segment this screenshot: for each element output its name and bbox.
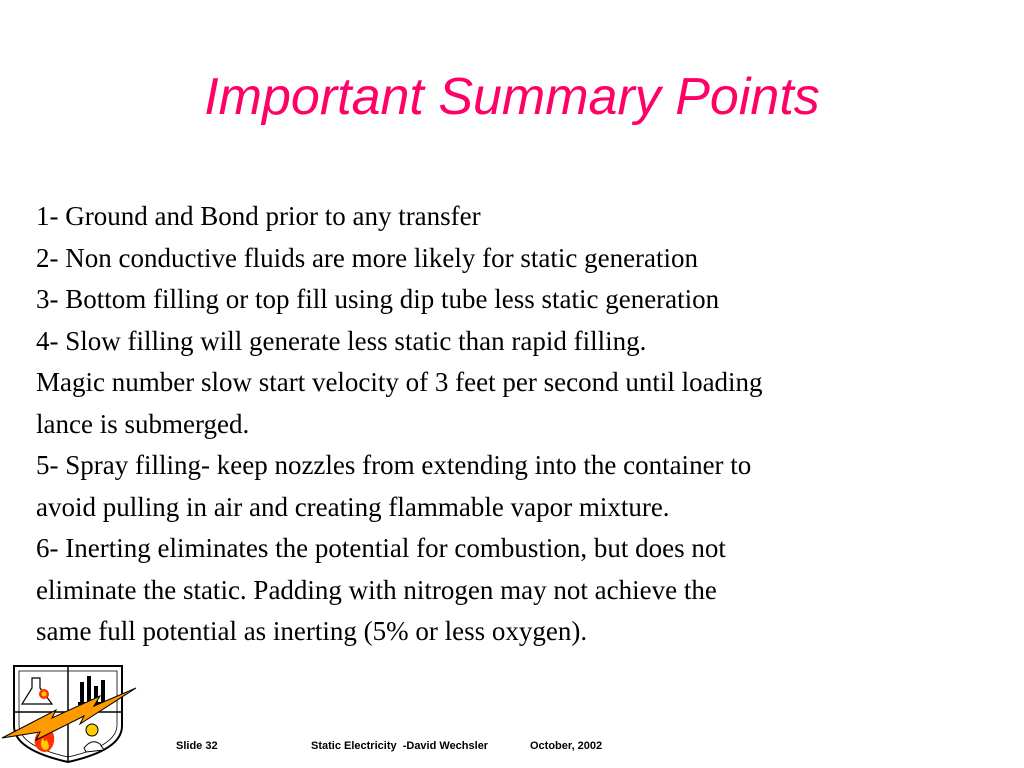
summary-line: same full potential as inerting (5% or less oxygen). (36, 616, 588, 646)
footer-slide-number: Slide 32 (176, 740, 218, 752)
summary-line: 3- Bottom filling or top fill using dip tube less static generation (36, 284, 720, 314)
summary-line: eliminate the static. Padding with nitrogen may not achieve the (36, 574, 717, 605)
slide-title: Important Summary Points (204, 68, 820, 126)
summary-line: 1- Ground and Bond prior to any transfer (36, 201, 481, 231)
footer-date: October, 2002 (530, 740, 603, 752)
summary-line: 6- Inerting eliminates the potential for combustion, but does not (36, 533, 726, 563)
safety-shield-logo-icon (0, 660, 140, 764)
summary-line: avoid pulling in air and creating flammable vapor mixture. (36, 491, 670, 522)
summary-line: 4- Slow filling will generate less static than rapid filling. (36, 325, 647, 356)
summary-points (36, 196, 996, 653)
summary-line: Magic number slow start velocity of 3 feet per second until loading (36, 367, 763, 397)
footer-presentation-title: Static Electricity -David Wechsler (311, 740, 489, 752)
summary-line: 5- Spray filling- keep nozzles from extending into the container to (36, 450, 752, 480)
summary-line: lance is submerged. (36, 408, 250, 439)
summary-line: 2- Non conductive fluids are more likely for static generation (36, 242, 699, 273)
